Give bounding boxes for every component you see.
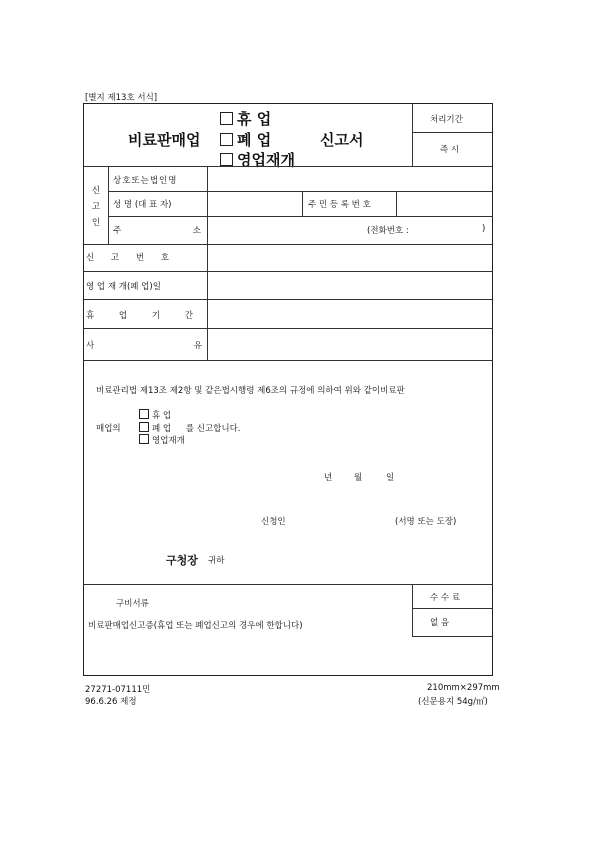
option-closure: 폐 업 <box>220 129 271 150</box>
date-day: 일 <box>386 473 395 483</box>
phone-label: (전화번호 : <box>367 226 409 236</box>
recipient-label: 구청장 <box>166 554 198 567</box>
recipient-suffix: 귀하 <box>208 556 225 566</box>
processing-period-value: 즉 시 <box>440 145 460 155</box>
statement-option-reopen: 영업재개 <box>152 436 185 446</box>
date-month: 월 <box>354 473 363 483</box>
enactment-date: 96.6.26 제정 <box>85 697 137 707</box>
form-number-label: [별지 제13호 서식] <box>85 93 158 103</box>
required-documents-label: 구비서류 <box>116 599 149 609</box>
processing-period-label: 처리기간 <box>430 115 463 125</box>
fee-label: 수 수 료 <box>430 593 461 603</box>
required-document-item: 비료판매업신고증(휴업 또는 폐업신고의 경우에 한합니다) <box>88 621 303 631</box>
applicant-signature-label: 신청인 <box>261 517 286 527</box>
option-suspension: 휴 업 <box>220 108 271 129</box>
reopen-date-label: 영 업 재 개(폐 업)일 <box>86 282 161 292</box>
date-year: 년 <box>324 473 333 483</box>
report-form <box>83 103 493 676</box>
statement-option-closure: 폐 업 <box>152 424 172 434</box>
option-reopen: 영업재개 <box>220 149 295 170</box>
fee-value: 없 음 <box>430 618 450 628</box>
paper-size: 210mm×297mm <box>427 683 500 693</box>
suspension-period-label: 휴 업 기 간 <box>86 311 193 321</box>
applicant-section-label: 신 고 인 <box>91 186 101 228</box>
statement-prefix: 매업의 <box>96 424 121 434</box>
report-number-label: 신 고 번 호 <box>86 253 169 263</box>
resident-number-label: 주 민 등 록 번 호 <box>308 200 371 210</box>
phone-close: ) <box>482 224 486 234</box>
statement-checkbox-closure[interactable] <box>139 422 149 432</box>
statement-line1: 비료관리법 제13조 제2항 및 같은법시행령 제6조의 규정에 의하여 위와 같이비료판 <box>96 386 405 396</box>
statement-option-suspension: 휴 업 <box>152 411 172 421</box>
sign-or-seal-label: (서명 또는 도장) <box>395 517 457 527</box>
checkbox-reopen[interactable] <box>220 153 233 166</box>
checkbox-closure[interactable] <box>220 133 233 146</box>
reason-label: 사 유 <box>86 341 202 351</box>
representative-name-label: 성 명 (대 표 자) <box>113 200 172 210</box>
business-name-label: 상호또는법인명 <box>113 176 178 186</box>
form-title-suffix: 신고서 <box>320 131 364 149</box>
address-label: 주 소 <box>113 226 201 236</box>
checkbox-suspension[interactable] <box>220 112 233 125</box>
statement-suffix: 를 신고합니다. <box>185 424 241 434</box>
form-title: 비료판매업 <box>128 131 201 149</box>
form-code: 27271-07111민 <box>85 685 151 695</box>
statement-checkbox-reopen[interactable] <box>139 434 149 444</box>
statement-checkbox-suspension[interactable] <box>139 409 149 419</box>
paper-type: (신문용지 54g/㎡) <box>418 697 488 707</box>
